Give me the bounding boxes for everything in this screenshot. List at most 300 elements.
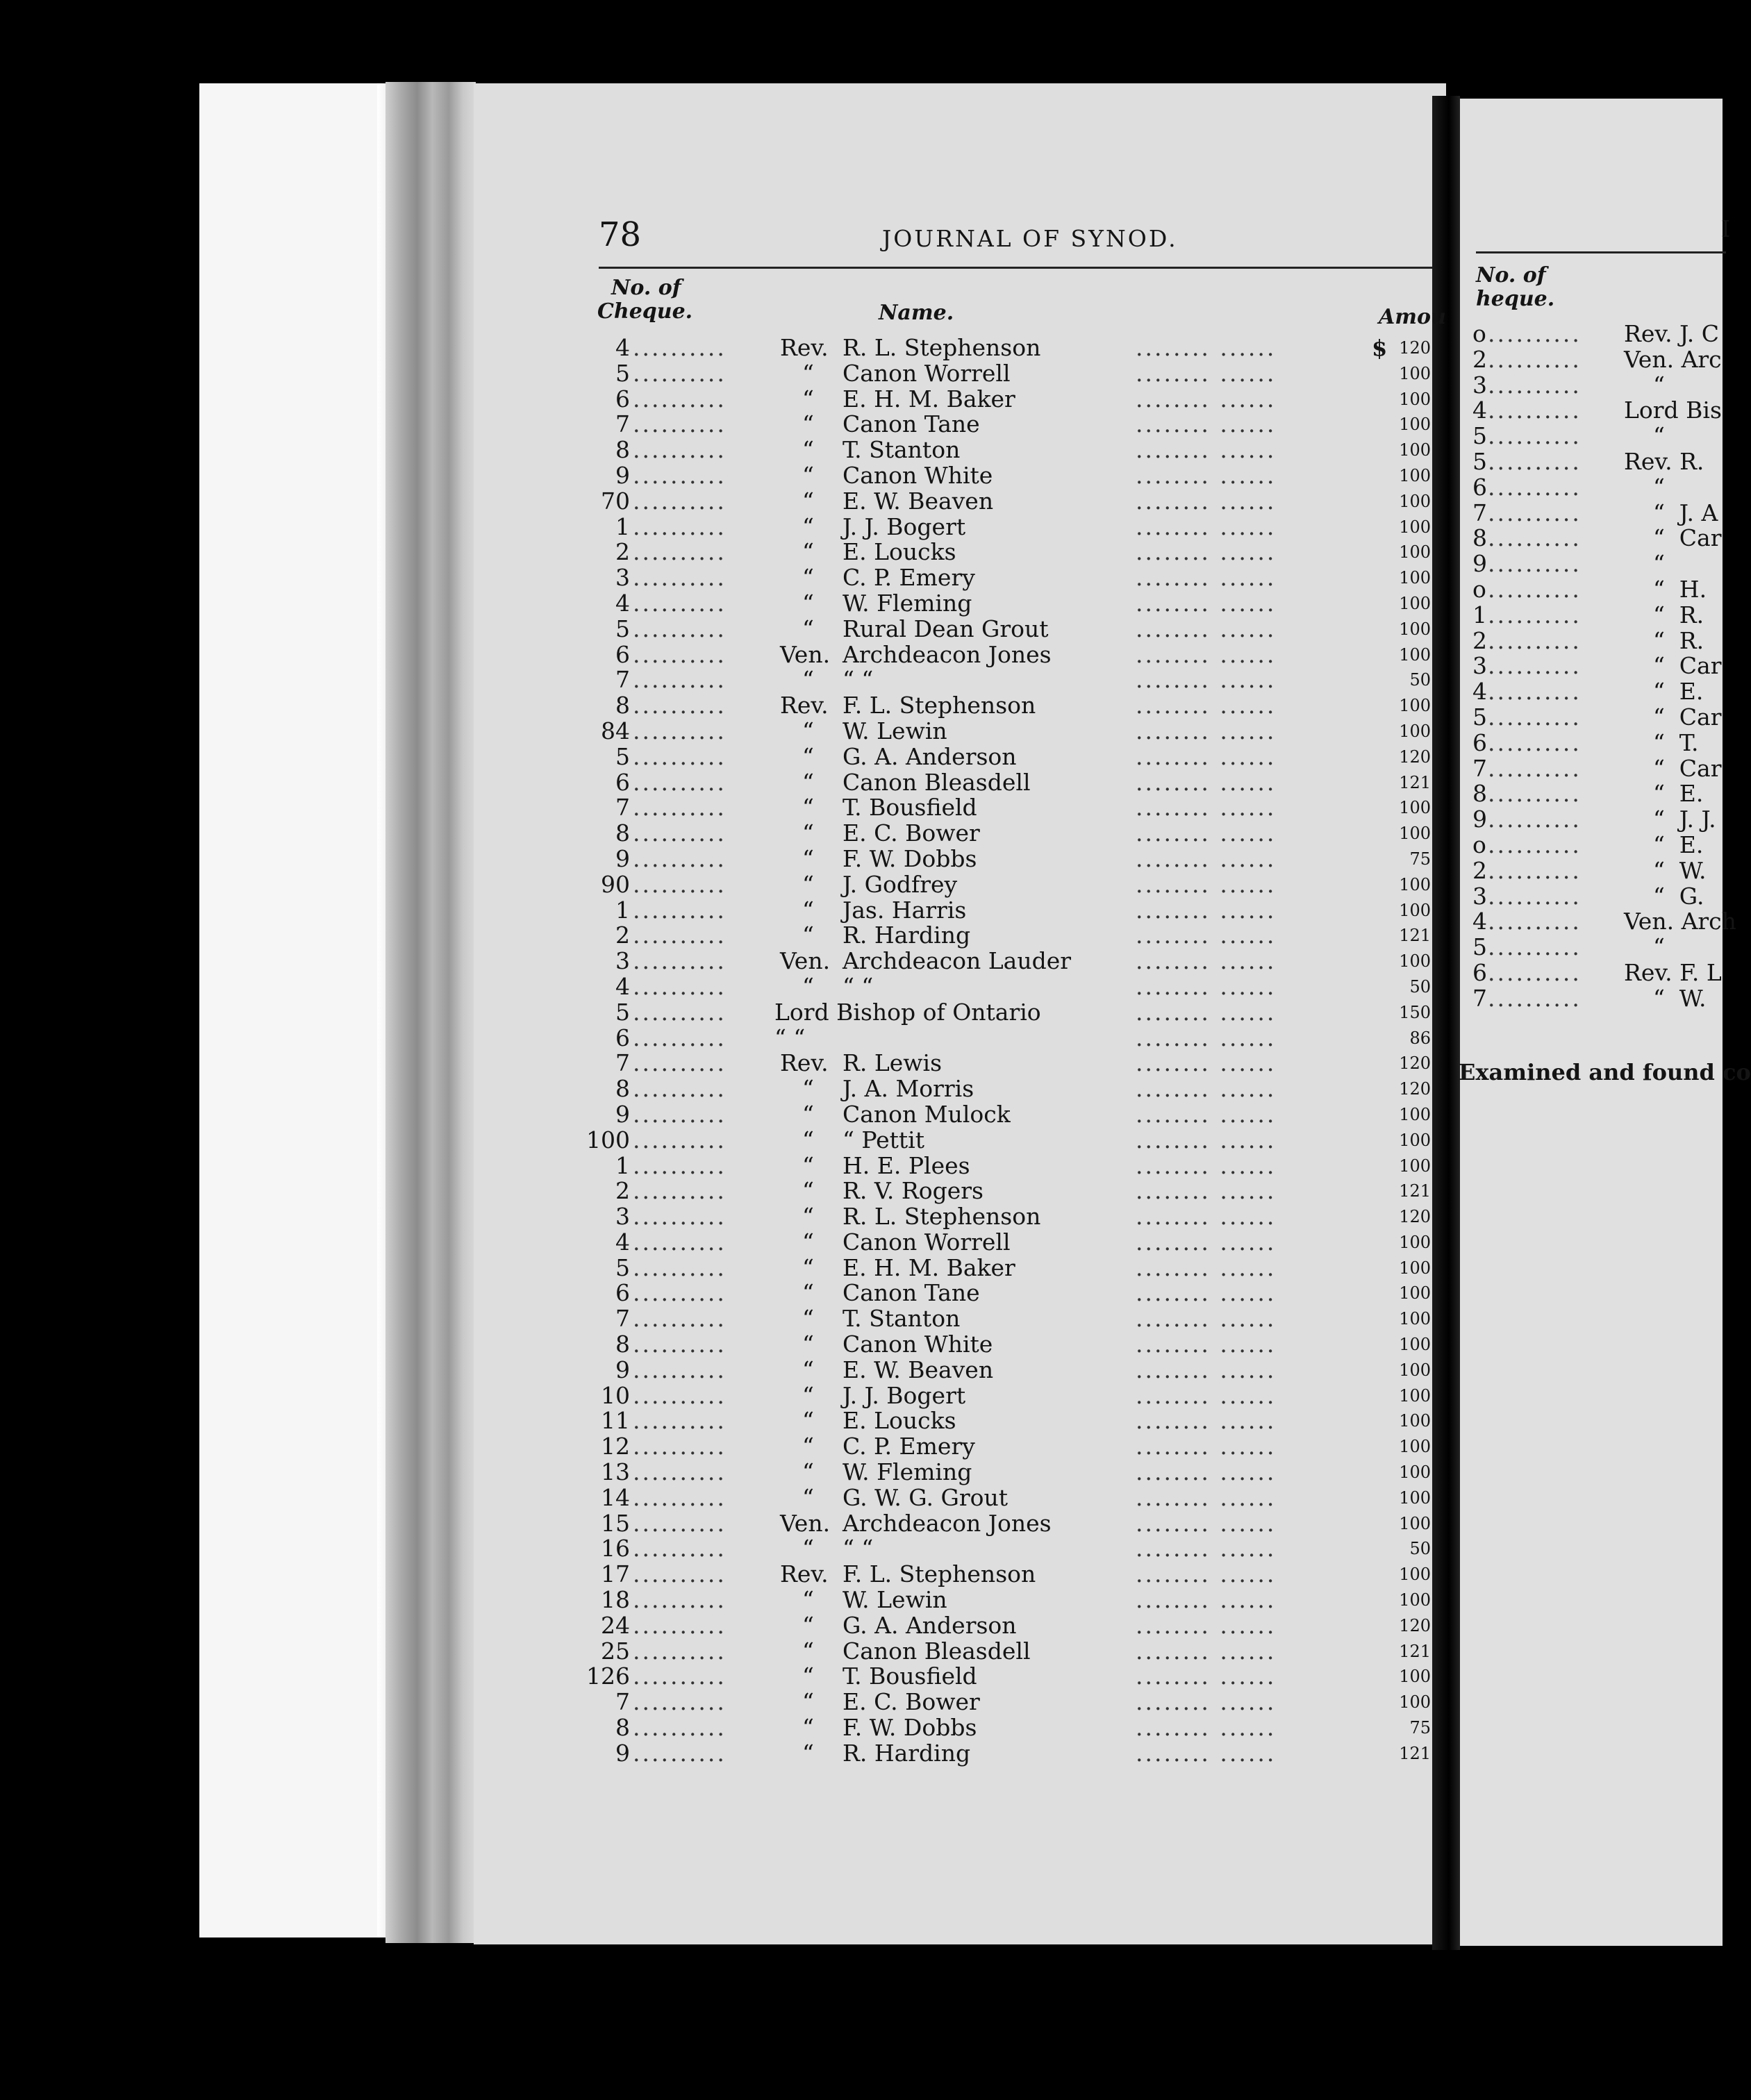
leader-dots: .......... [1488, 447, 1582, 475]
payee-name: C. P. Emery [843, 1433, 975, 1460]
leader-dots: .......... [633, 436, 727, 464]
right-payee-text: “ [1624, 550, 1665, 578]
cheque-amount: 75 [1409, 849, 1431, 869]
cheque-number: 7 [615, 666, 630, 694]
right-table-row [1472, 679, 1736, 705]
right-table-row [1472, 577, 1736, 603]
cheque-number: 5 [615, 615, 630, 642]
right-payee-text: “ G. [1624, 882, 1704, 910]
clergy-title: “ [802, 615, 814, 642]
right-payee-text: Rev. R. [1624, 447, 1704, 475]
leader-dots: ........ ...... [1136, 334, 1277, 361]
page-gutter [1432, 96, 1460, 1950]
cheque-amount: 100 [1399, 363, 1431, 383]
right-table-row [1472, 909, 1736, 935]
leader-dots: ........ ...... [1136, 692, 1277, 719]
leader-dots: ........ ...... [1136, 794, 1277, 822]
payee-name: Canon Tane [843, 410, 980, 438]
leader-dots: .......... [1488, 524, 1582, 552]
cheque-amount: 50 [1409, 976, 1431, 997]
leader-dots: .......... [633, 538, 727, 566]
clergy-title: “ [802, 742, 814, 770]
right-table-row [1472, 728, 1736, 756]
cheque-amount: 100 [1399, 1309, 1431, 1329]
payee-name: Rural Dean Grout [843, 615, 1049, 642]
table-row [587, 923, 1431, 949]
table-row [587, 693, 1431, 719]
clergy-title: “ [802, 1075, 814, 1103]
payee-name: H. E. Plees [843, 1151, 970, 1179]
clergy-title: “ [802, 1637, 814, 1665]
right-cheque-number: 3 [1472, 882, 1487, 910]
leader-dots: ........ ...... [1136, 1024, 1277, 1051]
cheque-number: 1 [615, 512, 630, 540]
leader-dots: ........ ...... [1136, 666, 1277, 694]
leader-dots: .......... [1488, 882, 1582, 910]
table-row [587, 1253, 1431, 1281]
clergy-title: “ [802, 1483, 814, 1511]
clergy-title: “ [802, 1100, 814, 1128]
right-table-row [1472, 884, 1736, 910]
leader-dots: .......... [633, 896, 727, 924]
leader-dots: .......... [633, 1253, 727, 1281]
leader-dots: ........ ...... [1136, 436, 1277, 464]
leader-dots: .......... [1488, 320, 1582, 347]
leader-dots: .......... [633, 692, 727, 719]
cheque-amount: 100 [1399, 696, 1431, 716]
leader-dots: .......... [633, 1049, 727, 1077]
leader-dots: .......... [633, 640, 727, 668]
right-payee-text: Rev. F. L [1624, 958, 1722, 986]
right-cheque-number: 5 [1472, 422, 1487, 450]
cheque-number: 9 [615, 1100, 630, 1128]
table-row [587, 1588, 1431, 1613]
table-row [587, 387, 1431, 412]
clergy-title: “ [802, 1203, 814, 1231]
cheque-amount: 120 [1399, 338, 1431, 358]
cheque-number: 7 [615, 794, 630, 822]
right-table-row [1472, 833, 1736, 858]
leader-dots: ........ ...... [1136, 819, 1277, 847]
leader-dots: ........ ...... [1136, 717, 1277, 744]
cheque-number: 5 [615, 359, 630, 387]
leader-dots: .......... [633, 1151, 727, 1179]
leader-dots: .......... [1488, 550, 1582, 578]
leader-dots: .......... [633, 922, 727, 949]
cheque-amount: 50 [1409, 670, 1431, 690]
leader-dots: .......... [633, 1177, 727, 1205]
payee-name: J. J. Bogert [843, 512, 966, 540]
currency-symbol: $ [1372, 335, 1388, 361]
leader-dots: .......... [1488, 473, 1582, 501]
right-payee-text: “ Car [1624, 652, 1722, 680]
name-column-header: Name. [879, 301, 954, 325]
table-row [587, 463, 1431, 489]
payee-name: “ Pettit [843, 1126, 924, 1153]
payee-name: Canon White [843, 1331, 993, 1358]
leader-dots: ........ ...... [1136, 1433, 1277, 1460]
cheque-amount: 100 [1399, 874, 1431, 894]
cheque-amount: 121 [1399, 1743, 1431, 1763]
cheque-number: 6 [615, 385, 630, 412]
right-payee-text: “ E. [1624, 780, 1704, 808]
leader-dots: .......... [1488, 856, 1582, 884]
cheque-number: 3 [615, 1203, 630, 1231]
leader-dots: .......... [633, 1433, 727, 1460]
leader-dots: ........ ...... [1136, 1151, 1277, 1179]
right-payee-text: “ W. [1624, 984, 1707, 1012]
payee-name: F. W. Dobbs [843, 844, 977, 872]
right-table-row [1472, 705, 1736, 731]
leader-dots: ........ ...... [1136, 487, 1277, 515]
table-row [587, 1000, 1431, 1026]
page-header [599, 215, 1446, 271]
leader-dots: .......... [633, 1381, 727, 1409]
right-table-row [1472, 551, 1736, 577]
leader-dots: .......... [1488, 626, 1582, 654]
table-row [587, 1076, 1431, 1102]
right-table-row [1472, 449, 1736, 475]
right-payee-text: “ E. [1624, 678, 1704, 706]
leader-dots: .......... [633, 1637, 727, 1665]
leader-dots: .......... [633, 1586, 727, 1614]
table-row [587, 1741, 1431, 1767]
table-row [587, 1639, 1431, 1665]
amount-column-header: Amou [1379, 305, 1446, 329]
clergy-title: “ [802, 819, 814, 847]
right-cheque-number: 6 [1472, 958, 1487, 986]
cheque-amount: 100 [1399, 440, 1431, 460]
leader-dots: .......... [633, 1560, 727, 1588]
right-table-row [1472, 373, 1736, 399]
cheque-amount: 100 [1399, 415, 1431, 435]
table-row [587, 949, 1431, 974]
leader-dots: ........ ...... [1136, 1305, 1277, 1333]
clergy-title: “ [802, 1151, 814, 1179]
clergy-title: “ [802, 410, 814, 438]
right-cheque-table [1472, 322, 1736, 1012]
right-payee-text: “ [1624, 933, 1665, 961]
leader-dots: .......... [1488, 806, 1582, 833]
right-cheque-header-line2: heque. [1476, 287, 1555, 311]
leader-dots: .......... [633, 1203, 727, 1231]
cheque-number: 84 [601, 717, 630, 744]
cheque-number: 7 [615, 410, 630, 438]
clergy-title: “ [802, 1433, 814, 1460]
leader-dots: .......... [633, 1739, 727, 1767]
leader-dots: .......... [1488, 601, 1582, 628]
payee-name: W. Fleming [843, 1458, 972, 1486]
cheque-column-header-line1: No. of [611, 276, 681, 300]
journal-title: JOURNAL OF SYNOD. [882, 225, 1178, 252]
payee-name: E. C. Bower [843, 819, 980, 847]
table-row [587, 1460, 1431, 1485]
payee-name: “ “ [843, 1535, 874, 1562]
payee-name: Canon Worrell [843, 359, 1011, 387]
table-row [587, 412, 1431, 438]
leader-dots: ........ ...... [1136, 1381, 1277, 1409]
leader-dots: ........ ...... [1136, 1714, 1277, 1742]
cheque-number: 11 [601, 1407, 630, 1435]
cheque-amount: 100 [1399, 1385, 1431, 1406]
cheque-number: 100 [586, 1126, 630, 1153]
cheque-amount: 100 [1399, 1258, 1431, 1278]
cheque-amount: 100 [1399, 491, 1431, 511]
leader-dots: ........ ...... [1136, 947, 1277, 975]
leader-dots: .......... [633, 998, 727, 1026]
clergy-title: “ [802, 512, 814, 540]
cheque-amount: 100 [1399, 517, 1431, 537]
cheque-amount: 100 [1399, 1462, 1431, 1483]
cheque-number: 6 [615, 640, 630, 668]
cheque-number: 5 [615, 742, 630, 770]
payee-name: “ “ [774, 1024, 806, 1051]
cheque-number: 2 [615, 538, 630, 566]
table-row [587, 821, 1431, 847]
right-cheque-number: 3 [1472, 652, 1487, 680]
right-cheque-number: 4 [1472, 908, 1487, 935]
cheque-amount: 121 [1399, 926, 1431, 946]
cheque-amount: 100 [1399, 1437, 1431, 1457]
table-row [587, 844, 1431, 872]
leader-dots: .......... [633, 512, 727, 540]
leader-dots: .......... [633, 1279, 727, 1307]
leader-dots: ........ ...... [1136, 1049, 1277, 1077]
table-row [587, 1281, 1431, 1306]
leader-dots: ........ ...... [1136, 1483, 1277, 1511]
clergy-title: “ [802, 768, 814, 796]
right-cheque-number: 7 [1472, 499, 1487, 526]
right-cheque-number: 2 [1472, 345, 1487, 373]
leader-dots: ........ ...... [1136, 1637, 1277, 1665]
leader-dots: .......... [633, 1458, 727, 1486]
leader-dots: .......... [633, 972, 727, 1000]
leader-dots: .......... [633, 666, 727, 694]
leader-dots: ........ ...... [1136, 844, 1277, 872]
leader-dots: .......... [633, 359, 727, 387]
leader-dots: .......... [633, 461, 727, 489]
right-table-row [1472, 653, 1736, 679]
leader-dots: .......... [633, 1662, 727, 1690]
leader-dots: .......... [633, 1483, 727, 1511]
payee-name: R. Lewis [843, 1049, 943, 1077]
cheque-number: 126 [586, 1662, 630, 1690]
leader-dots: ........ ...... [1136, 564, 1277, 592]
table-row [587, 1026, 1431, 1051]
leader-dots: .......... [633, 844, 727, 872]
table-row [587, 361, 1431, 387]
cheque-number: 7 [615, 1049, 630, 1077]
cheque-amount: 100 [1399, 1488, 1431, 1508]
payee-name: “ “ [843, 666, 874, 694]
table-row [587, 512, 1431, 540]
leader-dots: .......... [633, 1535, 727, 1562]
clergy-title: “ [802, 794, 814, 822]
cheque-number: 4 [615, 1228, 630, 1256]
leader-dots: .......... [633, 870, 727, 898]
table-row [587, 1306, 1431, 1332]
leader-dots: ........ ...... [1136, 1100, 1277, 1128]
right-cheque-number: 6 [1472, 728, 1487, 756]
table-row [587, 1434, 1431, 1460]
payee-name: E. H. M. Baker [843, 385, 1015, 412]
cheque-number: 6 [615, 1024, 630, 1051]
leader-dots: .......... [1488, 397, 1582, 424]
right-cheque-number: 4 [1472, 397, 1487, 424]
payee-name: J. Godfrey [843, 870, 958, 898]
clergy-title: Ven. [780, 640, 831, 668]
cheque-amount: 100 [1399, 593, 1431, 613]
leader-dots: .......... [633, 794, 727, 822]
cheque-amount: 100 [1399, 1667, 1431, 1687]
cheque-number: 6 [615, 768, 630, 796]
payee-name: Canon Bleasdell [843, 768, 1031, 796]
right-payee-text: “ J. J. [1624, 806, 1716, 833]
right-table-row [1472, 781, 1736, 807]
payee-name: Lord Bishop of Ontario [774, 998, 1041, 1026]
table-row [587, 872, 1431, 898]
payee-name: T. Bousfield [843, 794, 977, 822]
right-table-row [1472, 347, 1736, 373]
table-row [587, 1715, 1431, 1741]
clergy-title: “ [802, 436, 814, 464]
leader-dots: ........ ...... [1136, 768, 1277, 796]
payee-name: E. Loucks [843, 538, 956, 566]
payee-name: Jas. Harris [843, 896, 967, 924]
cheque-amount: 100 [1399, 1692, 1431, 1712]
cheque-number: 25 [601, 1637, 630, 1665]
leader-dots: ........ ...... [1136, 1662, 1277, 1690]
table-row [587, 1485, 1431, 1511]
table-row [587, 1613, 1431, 1639]
clergy-title: “ [802, 589, 814, 617]
leader-dots: ........ ...... [1136, 461, 1277, 489]
header-rule [599, 267, 1432, 269]
clergy-title: “ [802, 1356, 814, 1383]
right-payee-text: “ W. [1624, 856, 1707, 884]
table-row [587, 1664, 1431, 1690]
right-table-row [1472, 322, 1736, 347]
right-payee-text: Ven. Arch [1624, 908, 1736, 935]
book-spine [385, 82, 476, 1943]
table-row [587, 770, 1431, 796]
leader-dots: .......... [633, 1688, 727, 1716]
leader-dots: ........ ...... [1136, 385, 1277, 412]
clergy-title: “ [802, 1611, 814, 1639]
payee-name: F. W. Dobbs [843, 1714, 977, 1742]
table-row [587, 1511, 1431, 1537]
payee-name: R. L. Stephenson [843, 334, 1041, 361]
leader-dots: ........ ...... [1136, 1177, 1277, 1205]
right-cheque-number: 3 [1472, 371, 1487, 399]
table-row [587, 719, 1431, 744]
right-cheque-number: 6 [1472, 473, 1487, 501]
payee-name: Archdeacon Jones [843, 1509, 1052, 1537]
right-cheque-number: 8 [1472, 524, 1487, 552]
cheque-amount: 120 [1399, 1053, 1431, 1074]
payee-name: J. A. Morris [843, 1075, 974, 1103]
cheque-amount: 100 [1399, 1283, 1431, 1303]
payee-name: R. Harding [843, 922, 971, 949]
clergy-title: “ [802, 1381, 814, 1409]
table-row [587, 795, 1431, 821]
table-row [587, 642, 1431, 668]
leader-dots: .......... [1488, 678, 1582, 706]
leader-dots: .......... [1488, 371, 1582, 399]
right-table-row [1472, 960, 1736, 986]
cheque-amount: 100 [1399, 1104, 1431, 1124]
leader-dots: .......... [633, 1100, 727, 1128]
cheque-number: 9 [615, 1739, 630, 1767]
cheque-number: 5 [615, 998, 630, 1026]
leader-dots: .......... [1488, 728, 1582, 756]
clergy-title: “ [802, 1126, 814, 1153]
cheque-amount: 100 [1399, 619, 1431, 639]
cheque-number: 14 [601, 1483, 630, 1511]
clergy-title: “ [802, 972, 814, 1000]
leader-dots: ........ ...... [1136, 1356, 1277, 1383]
clergy-title: “ [802, 359, 814, 387]
leader-dots: .......... [633, 564, 727, 592]
leader-dots: ........ ...... [1136, 742, 1277, 770]
cheque-amount: 100 [1399, 542, 1431, 562]
leader-dots: .......... [633, 1024, 727, 1051]
leader-dots: ........ ...... [1136, 1509, 1277, 1537]
right-cheque-number: 1 [1472, 601, 1487, 628]
cheque-number: 17 [601, 1560, 630, 1588]
leader-dots: .......... [1488, 780, 1582, 808]
cheque-amount: 100 [1399, 1411, 1431, 1431]
cheque-amount: 100 [1399, 721, 1431, 741]
table-row [587, 591, 1431, 617]
cheque-number: 1 [615, 1151, 630, 1179]
leader-dots: .......... [633, 1331, 727, 1358]
right-cheque-number: 2 [1472, 856, 1487, 884]
cheque-amount: 100 [1399, 1513, 1431, 1533]
clergy-title: “ [802, 1279, 814, 1307]
cheque-amount: 100 [1399, 1156, 1431, 1176]
right-table-row [1472, 986, 1736, 1012]
leader-dots: .......... [1488, 499, 1582, 526]
cheque-amount: 100 [1399, 951, 1431, 972]
payee-name: G. W. G. Grout [843, 1483, 1008, 1511]
cheque-amount: 50 [1409, 1539, 1431, 1559]
right-payee-text: “ R. [1624, 626, 1704, 654]
right-page-header: I [1721, 215, 1731, 242]
clergy-title: Rev. [780, 1049, 829, 1077]
leader-dots: ........ ...... [1136, 1228, 1277, 1256]
cheque-number: 3 [615, 947, 630, 975]
table-row [587, 489, 1431, 515]
right-cheque-number: 5 [1472, 703, 1487, 731]
right-payee-text: “ Car [1624, 703, 1722, 731]
right-payee-text: Ven. Arc [1624, 345, 1722, 373]
right-cheque-number: o [1472, 320, 1486, 347]
leader-dots: ........ ...... [1136, 1203, 1277, 1231]
payee-name: “ “ [843, 972, 874, 1000]
leader-dots: .......... [633, 742, 727, 770]
leader-dots: .......... [1488, 422, 1582, 450]
payee-name: J. J. Bogert [843, 1381, 966, 1409]
right-payee-text: “ T. [1624, 728, 1699, 756]
right-cheque-number: 5 [1472, 447, 1487, 475]
cheque-amount: 100 [1399, 568, 1431, 588]
leader-dots: .......... [633, 1714, 727, 1742]
cheque-amount: 100 [1399, 900, 1431, 920]
clergy-title: “ [802, 1228, 814, 1256]
cheque-amount: 120 [1399, 1207, 1431, 1227]
leader-dots: ........ ...... [1136, 1253, 1277, 1281]
